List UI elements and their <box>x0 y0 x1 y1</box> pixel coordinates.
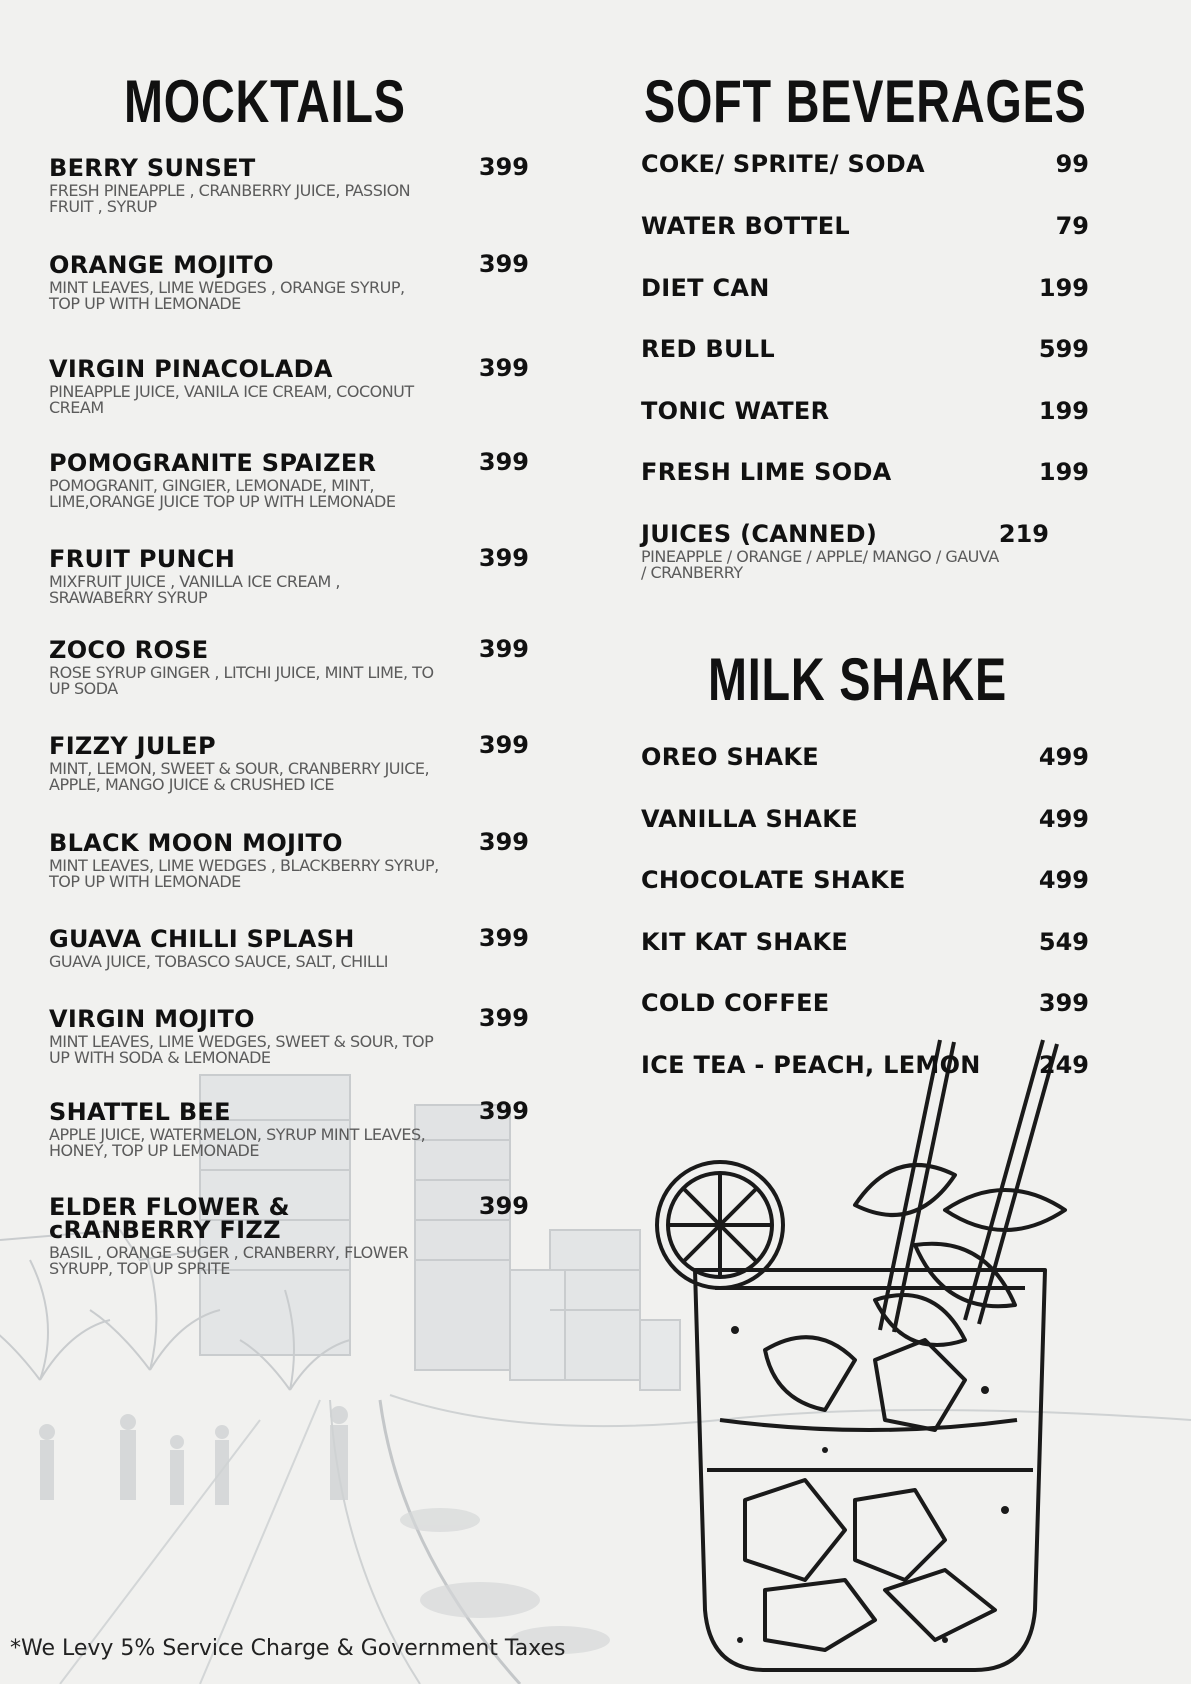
item-name: VANILLA SHAKE <box>641 805 858 833</box>
item-name: FRESH LIME SODA <box>641 458 892 486</box>
item-name: ELDER FLOWER & cRANBERRY FIZZ <box>49 1193 290 1244</box>
item-name: RED BULL <box>641 335 775 363</box>
menu-item <box>641 336 1089 362</box>
item-name: VIRGIN PINACOLADA <box>49 355 333 383</box>
item-name: COKE/ SPRITE/ SODA <box>641 150 925 178</box>
menu-item <box>641 1052 1089 1078</box>
menu-item <box>641 806 1089 832</box>
mojito-glass-sketch-icon <box>645 1030 1095 1684</box>
menu-item <box>641 521 1089 581</box>
item-price: 399 <box>478 924 529 952</box>
soft-beverages-heading: SOFT BEVERAGES <box>644 68 1087 135</box>
item-price: 599 <box>1038 335 1089 363</box>
item-price: 399 <box>478 1097 529 1125</box>
item-price: 219 <box>998 520 1049 548</box>
item-price: 399 <box>478 1004 529 1032</box>
menu-item <box>49 544 529 607</box>
menu-item <box>49 153 529 216</box>
item-name: ZOCO ROSE <box>49 636 209 664</box>
item-name: SHATTEL BEE <box>49 1098 231 1126</box>
item-name: JUICES (CANNED) <box>641 520 878 548</box>
menu-item <box>641 867 1089 893</box>
menu-item <box>49 1004 529 1067</box>
item-description: PINEAPPLE JUICE, VANILA ICE CREAM, COCONUT CREAM <box>49 382 414 417</box>
menu-item <box>641 459 1089 485</box>
item-name: CHOCOLATE SHAKE <box>641 866 906 894</box>
item-price: 99 <box>1055 150 1089 178</box>
item-price: 399 <box>478 544 529 572</box>
service-charge-note: *We Levy 5% Service Charge & Government Taxes <box>10 1636 566 1661</box>
menu-item <box>49 354 529 417</box>
menu-item <box>641 213 1089 239</box>
item-price: 399 <box>478 153 529 181</box>
menu-item <box>49 448 529 511</box>
item-price: 399 <box>478 828 529 856</box>
item-description: GUAVA JUICE, TOBASCO SAUCE, SALT, CHILLI <box>49 952 388 971</box>
item-description: MIXFRUIT JUICE , VANILLA ICE CREAM , SRAWABERRY SYRUP <box>49 572 340 607</box>
menu-item <box>641 990 1089 1016</box>
item-price: 399 <box>478 731 529 759</box>
item-price: 79 <box>1055 212 1089 240</box>
item-description: ROSE SYRUP GINGER , LITCHI JUICE, MINT LIME, TO UP SODA <box>49 663 434 698</box>
item-price: 499 <box>1038 805 1089 833</box>
item-price: 399 <box>478 354 529 382</box>
item-name: TONIC WATER <box>641 397 830 425</box>
item-name: ICE TEA - PEACH, LEMON <box>641 1051 981 1079</box>
item-price: 399 <box>478 448 529 476</box>
item-name: VIRGIN MOJITO <box>49 1005 255 1033</box>
menu-item <box>49 731 529 794</box>
item-price: 499 <box>1038 866 1089 894</box>
menu-item <box>49 828 529 891</box>
menu-item <box>641 929 1089 955</box>
mocktails-heading: MOCKTAILS <box>124 68 406 135</box>
item-name: BERRY SUNSET <box>49 154 256 182</box>
item-name: COLD COFFEE <box>641 989 830 1017</box>
item-name: WATER BOTTEL <box>641 212 850 240</box>
item-price: 249 <box>1038 1051 1089 1079</box>
item-price: 199 <box>1038 397 1089 425</box>
item-description: APPLE JUICE, WATERMELON, SYRUP MINT LEAVES, HONEY, TOP UP LEMONADE <box>49 1125 426 1160</box>
menu-item <box>49 1192 529 1278</box>
item-price: 399 <box>478 250 529 278</box>
item-price: 549 <box>1038 928 1089 956</box>
menu-item <box>641 398 1089 424</box>
item-description: MINT LEAVES, LIME WEDGES , ORANGE SYRUP, TOP UP WITH LEMONADE <box>49 278 405 313</box>
item-name: DIET CAN <box>641 274 770 302</box>
item-name: GUAVA CHILLI SPLASH <box>49 925 355 953</box>
menu-item <box>641 151 1089 177</box>
item-name: ORANGE MOJITO <box>49 251 274 279</box>
item-name: FIZZY JULEP <box>49 732 216 760</box>
menu-item <box>49 250 529 313</box>
menu-item <box>49 635 529 698</box>
item-description: POMOGRANIT, GINGIER, LEMONADE, MINT, LIME,ORANGE JUICE TOP UP WITH LEMONADE <box>49 476 396 511</box>
menu-item <box>641 744 1089 770</box>
item-description: PINEAPPLE / ORANGE / APPLE/ MANGO / GAUVA / CRANBERRY <box>641 547 999 582</box>
item-name: KIT KAT SHAKE <box>641 928 849 956</box>
menu-item <box>49 924 529 971</box>
item-name: BLACK MOON MOJITO <box>49 829 343 857</box>
item-description: MINT, LEMON, SWEET & SOUR, CRANBERRY JUICE, APPLE, MANGO JUICE & CRUSHED ICE <box>49 759 430 794</box>
item-price: 199 <box>1038 274 1089 302</box>
menu-item <box>641 275 1089 301</box>
item-price: 399 <box>478 635 529 663</box>
item-name: OREO SHAKE <box>641 743 819 771</box>
milk-shake-heading: MILK SHAKE <box>708 646 1008 713</box>
menu-item <box>49 1097 529 1160</box>
item-name: FRUIT PUNCH <box>49 545 236 573</box>
item-price: 499 <box>1038 743 1089 771</box>
item-description: BASIL , ORANGE SUGER , CRANBERRY, FLOWER SYRUPP, TOP UP SPRITE <box>49 1243 409 1278</box>
item-price: 399 <box>1038 989 1089 1017</box>
item-description: MINT LEAVES, LIME WEDGES , BLACKBERRY SYRUP, TOP UP WITH LEMONADE <box>49 856 439 891</box>
item-description: MINT LEAVES, LIME WEDGES, SWEET & SOUR, TOP UP WITH SODA & LEMONADE <box>49 1032 434 1067</box>
item-description: FRESH PINEAPPLE , CRANBERRY JUICE, PASSION FRUIT , SYRUP <box>49 181 411 216</box>
item-price: 199 <box>1038 458 1089 486</box>
item-name: POMOGRANITE SPAIZER <box>49 449 377 477</box>
item-price: 399 <box>478 1192 529 1220</box>
